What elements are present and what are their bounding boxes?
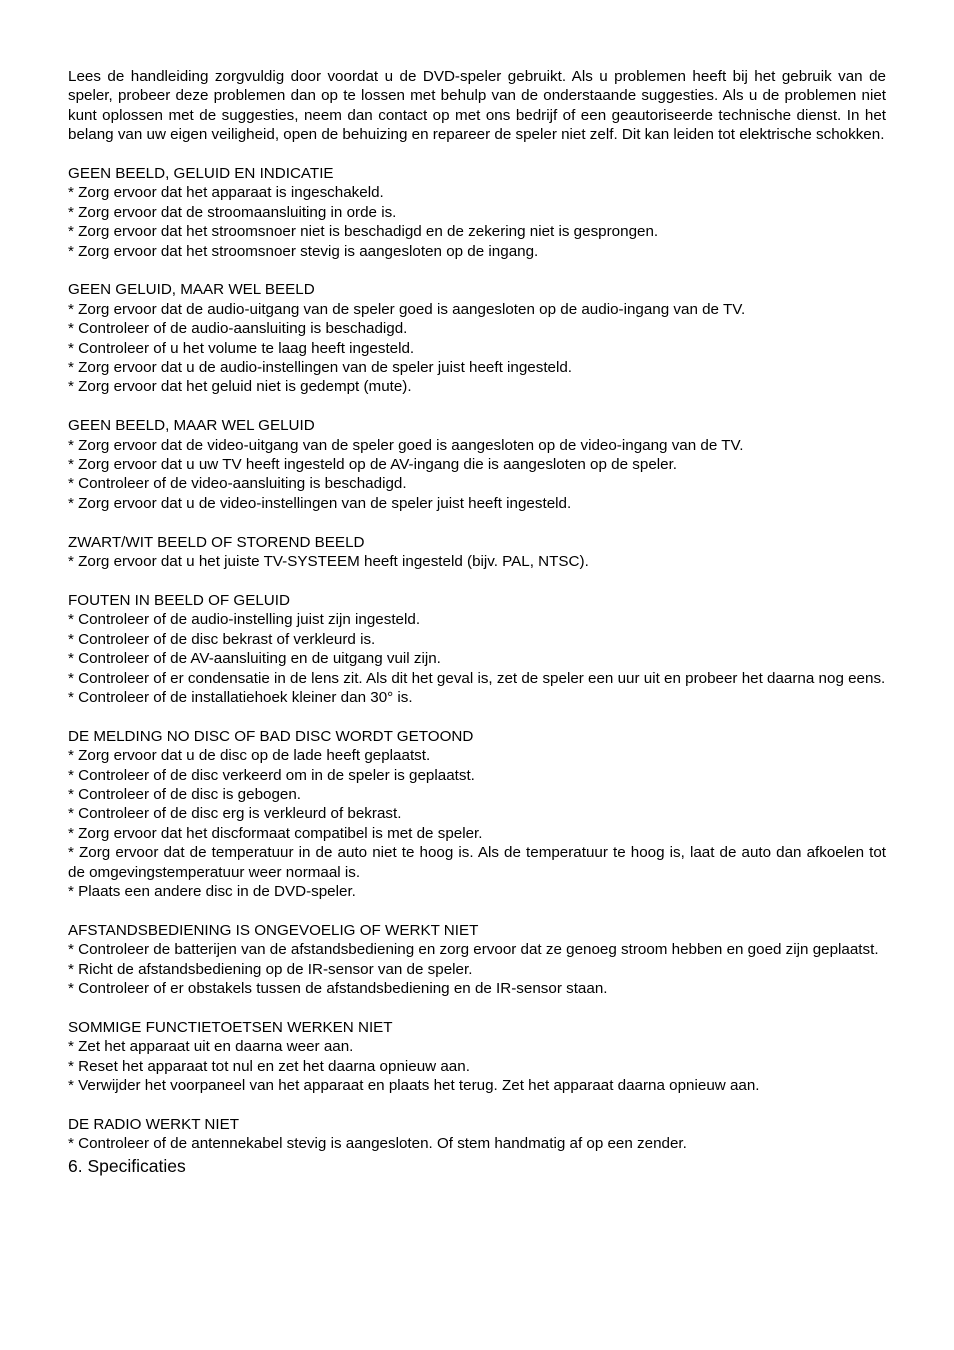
section-black-white-picture (68, 533, 886, 572)
list-item: * Zorg ervoor dat u de disc op de lade heeft geplaatst. (68, 747, 431, 765)
list-item: * Zorg ervoor dat het stroomsnoer stevig is aangesloten op de ingang. (68, 242, 539, 260)
section-picture-sound-errors (68, 591, 886, 707)
list-item: * Reset het apparaat tot nul en zet het daarna opnieuw aan. (68, 1057, 470, 1075)
list-item: * Zet het apparaat uit en daarna weer aan. (68, 1038, 354, 1056)
list-item: * Controleer of de antennekabel stevig is aangesloten. Of stem handmatig af op een zender. (68, 1135, 687, 1153)
list-item: * Zorg ervoor dat de video-uitgang van de speler goed is aangesloten op de video-ingang van de TV. (68, 436, 744, 454)
section-heading: DE MELDING NO DISC OF BAD DISC WORDT GETOOND (68, 727, 474, 745)
document-page (68, 67, 886, 1177)
list-item: * Controleer of er obstakels tussen de afstandsbediening en de IR-sensor staan. (68, 979, 608, 997)
list-item: * Controleer of de audio-instelling juist zijn ingesteld. (68, 611, 421, 629)
section-heading: SOMMIGE FUNCTIETOETSEN WERKEN NIET (68, 1018, 393, 1036)
list-item: * Richt de afstandsbediening op de IR-sensor van de speler. (68, 960, 473, 978)
intro-paragraph: Lees de handleiding zorgvuldig door voordat u de DVD-speler gebruikt. Als u problemen heeft bij het gebruik van de speler, probeer deze problemen dan op te lossen met behulp van de onderstaande suggesties. Als u de problemen niet kunt oplossen met de suggesties, neem dan contact op met ons bedrijf of een geautoriseerde technische dienst. In het belang van uw eigen veiligheid, open de behuizing en repareer de speler niet zelf. Dit kan leiden tot elektrische schokken. (68, 68, 886, 144)
list-item: * Zorg ervoor dat het discformaat compatibel is met de speler. (68, 824, 483, 842)
list-item: * Controleer of de installatiehoek kleiner dan 30° is. (68, 688, 413, 706)
list-item: * Zorg ervoor dat de stroomaansluiting in orde is. (68, 203, 397, 221)
section-no-picture-sound-indicator (68, 164, 886, 261)
list-item: * Zorg ervoor dat u de video-instellingen van de speler juist heeft ingesteld. (68, 494, 572, 512)
section-heading: GEEN BEELD, MAAR WEL GELUID (68, 417, 315, 435)
section-heading: FOUTEN IN BEELD OF GELUID (68, 591, 290, 609)
section-heading: GEEN GELUID, MAAR WEL BEELD (68, 281, 315, 299)
section-heading: DE RADIO WERKT NIET (68, 1115, 240, 1133)
section-no-disc-message (68, 727, 886, 902)
list-item: * Zorg ervoor dat u het juiste TV-SYSTEEM heeft ingesteld (bijv. PAL, NTSC). (68, 553, 589, 571)
list-item: * Zorg ervoor dat het geluid niet is gedempt (mute). (68, 378, 412, 396)
list-item: * Controleer of de disc verkeerd om in de speler is geplaatst. (68, 766, 475, 784)
list-item: * Controleer of de disc bekrast of verkleurd is. (68, 630, 376, 648)
list-item: * Controleer of de video-aansluiting is beschadigd. (68, 475, 407, 493)
list-item: * Zorg ervoor dat u uw TV heeft ingesteld op de AV-ingang die is aangesloten op de speler. (68, 456, 678, 474)
list-item: * Controleer of de disc is gebogen. (68, 785, 302, 803)
section-remote-control (68, 921, 886, 999)
section-heading: AFSTANDSBEDIENING IS ONGEVOELIG OF WERKT NIET (68, 921, 479, 939)
list-item: * Zorg ervoor dat de temperatuur in de auto niet te hoog is. Als de temperatuur te hoog is, laat de auto dan afkoelen tot de omgevingstemperatuur weer normaal is. (68, 844, 886, 881)
section-function-keys (68, 1018, 886, 1096)
list-item: * Controleer of de disc erg is verkleurd of bekrast. (68, 805, 402, 823)
list-item: * Controleer of u het volume te laag heeft ingesteld. (68, 339, 415, 357)
list-item: * Zorg ervoor dat het apparaat is ingeschakeld. (68, 184, 384, 202)
section-heading: ZWART/WIT BEELD OF STOREND BEELD (68, 533, 365, 551)
section-radio (68, 1115, 886, 1154)
section-no-sound (68, 280, 886, 396)
list-item: * Verwijder het voorpaneel van het apparaat en plaats het terug. Zet het apparaat daarna opnieuw aan. (68, 1077, 760, 1094)
list-item: * Controleer of er condensatie in de lens zit. Als dit het geval is, zet de speler een uur uit en probeer het daarna nog eens. (68, 669, 886, 687)
list-item: * Controleer of de AV-aansluiting en de uitgang vuil zijn. (68, 650, 441, 668)
list-item: * Zorg ervoor dat het stroomsnoer niet is beschadigd en de zekering niet is gesprongen. (68, 223, 659, 241)
list-item: * Plaats een andere disc in de DVD-speler. (68, 882, 356, 900)
list-item: * Zorg ervoor dat u de audio-instellingen van de speler juist heeft ingesteld. (68, 359, 573, 377)
list-item: * Zorg ervoor dat de audio-uitgang van de speler goed is aangesloten op de audio-ingang van de TV. (68, 300, 746, 318)
section-heading: GEEN BEELD, GELUID EN INDICATIE (68, 165, 334, 183)
section-no-picture (68, 416, 886, 513)
list-item: * Controleer of de audio-aansluiting is beschadigd. (68, 320, 408, 338)
chapter-title: 6. Specificaties (68, 1155, 186, 1176)
list-item: * Controleer de batterijen van de afstandsbediening en zorg ervoor dat ze genoeg stroom hebben en goed zijn geplaatst. (68, 941, 879, 959)
